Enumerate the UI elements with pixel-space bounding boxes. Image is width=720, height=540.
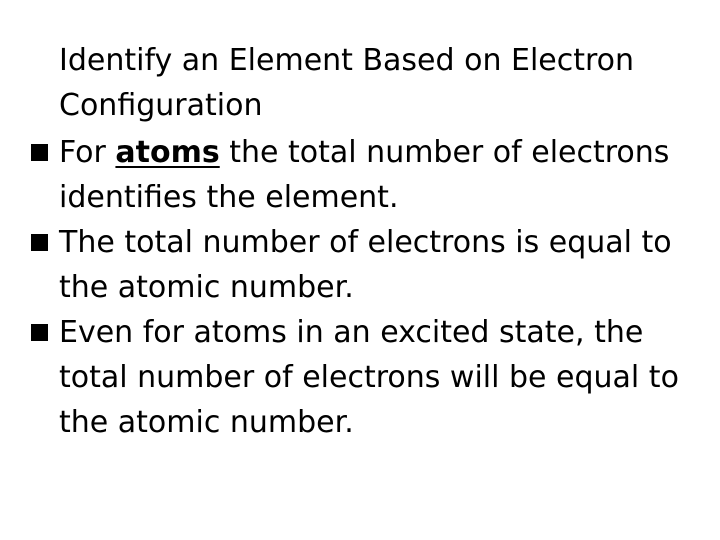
- square-bullet-icon: [31, 234, 48, 251]
- slide-title: Identify an Element Based on Electron Configuration: [59, 43, 635, 123]
- bullet-text-prefix: For: [59, 135, 116, 170]
- emphasized-term: atoms: [115, 135, 220, 170]
- bullet-item-atoms: [29, 130, 699, 220]
- square-bullet-icon: [31, 324, 48, 341]
- bullet-list: [29, 130, 699, 445]
- bullet-item-excited-state: [29, 310, 699, 445]
- bullet-text: The total number of electrons is equal to the atomic number.: [59, 225, 672, 305]
- bullet-item-total-electrons: [29, 220, 699, 310]
- bullet-text: Even for atoms in an excited state, the total number of electrons will be equal to the atomic number.: [59, 315, 679, 440]
- bullet-text-rest: the total number of electrons identifies the element.: [59, 135, 670, 215]
- square-bullet-icon: [31, 144, 48, 161]
